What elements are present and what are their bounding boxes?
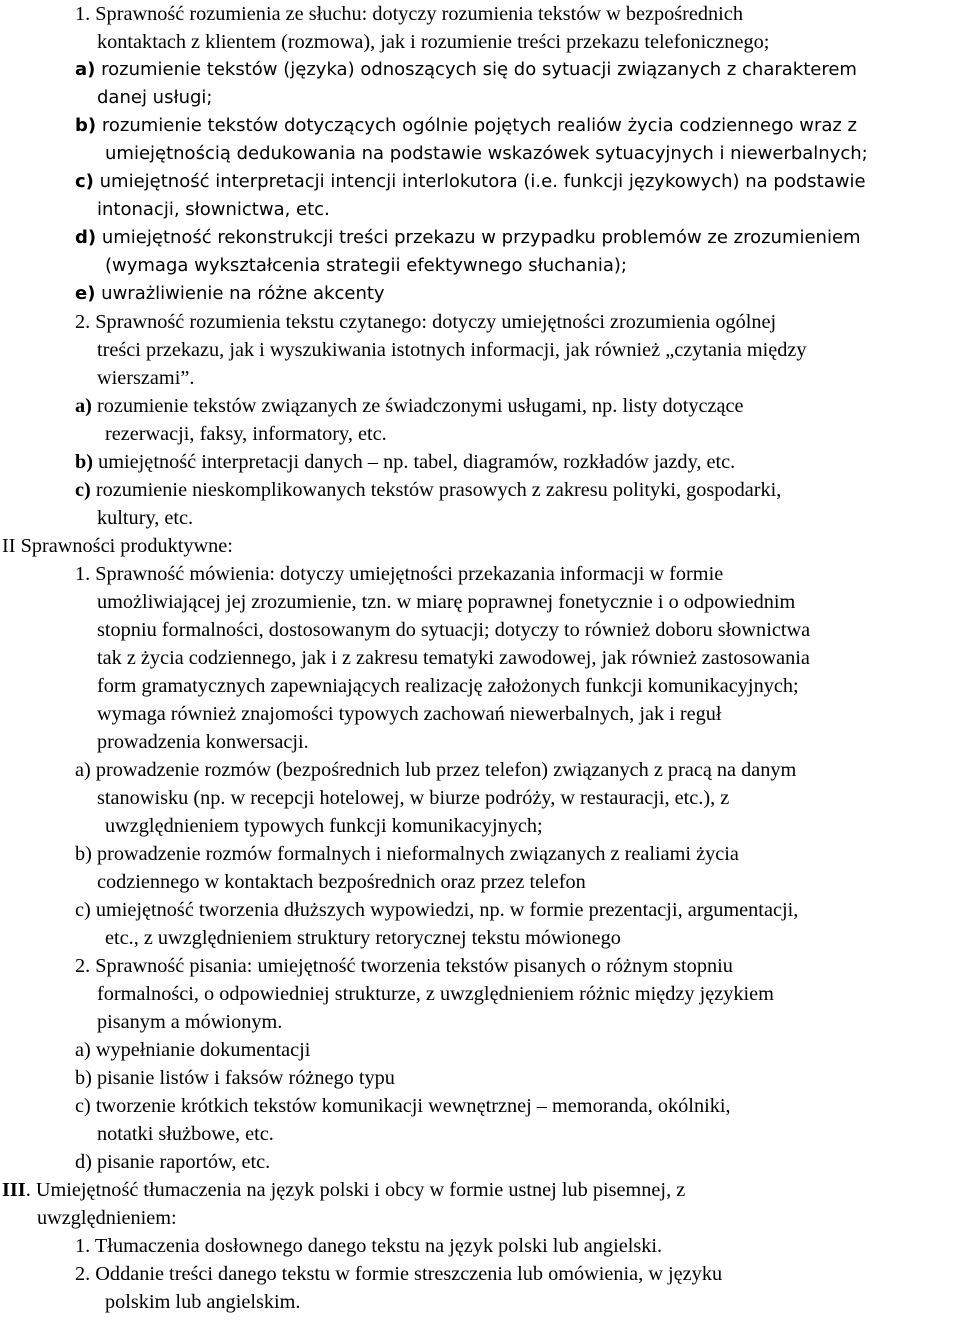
text-line: 1. Sprawność mówienia: dotyczy umiejętności przekazania informacji w formie bbox=[75, 563, 724, 585]
list-marker: c) bbox=[75, 171, 94, 192]
list-marker: e) bbox=[75, 283, 96, 304]
text-line bbox=[75, 112, 857, 140]
text-line: intonacji, słownictwa, etc. bbox=[97, 199, 330, 220]
text-line: kontaktach z klientem (rozmowa), jak i rozumienie treści przekazu telefonicznego; bbox=[97, 31, 770, 53]
list-item-text: rozumienie nieskomplikowanych tekstów prasowych z zakresu polityki, gospodarki, bbox=[95, 479, 782, 501]
text-line: stanowisku (np. w recepcji hotelowej, w biurze podróży, w restauracji, etc.), z bbox=[97, 787, 730, 809]
list-marker: c) bbox=[75, 479, 91, 501]
text-line bbox=[75, 280, 385, 308]
text-line: uwzględnieniem typowych funkcji komunikacyjnych; bbox=[105, 815, 543, 837]
text-line: kultury, etc. bbox=[97, 507, 194, 529]
list-item-text: umiejętność interpretacji intencji interlokutora (i.e. funkcji językowych) na podstawie bbox=[99, 171, 866, 192]
list-item-text: umiejętność rekonstrukcji treści przekazu w przypadku problemów ze zrozumieniem bbox=[101, 227, 861, 248]
text-line: 1. Sprawność rozumienia ze słuchu: dotyczy rozumienia tekstów w bezpośrednich bbox=[75, 3, 743, 25]
list-marker: b) bbox=[75, 115, 97, 136]
text-line: 2. Sprawność rozumienia tekstu czytanego: dotyczy umiejętności zrozumienia ogólnej bbox=[75, 311, 777, 333]
text-line: pisanym a mówionym. bbox=[97, 1011, 283, 1033]
text-line: uwzględnieniem: bbox=[37, 1207, 177, 1229]
text-line: 1. Tłumaczenia dosłownego danego tekstu na język polski lub angielski. bbox=[75, 1235, 663, 1257]
list-item-text: rozumienie tekstów dotyczących ogólnie pojętych realiów życia codziennego wraz z bbox=[101, 115, 857, 136]
text-line: b) pisanie listów i faksów różnego typu bbox=[75, 1067, 395, 1089]
list-marker: a) bbox=[75, 59, 96, 80]
text-line: polskim lub angielskim. bbox=[105, 1291, 301, 1313]
text-line: tak z życia codziennego, jak i z zakresu tematyki zawodowej, jak również zastosowania bbox=[97, 647, 810, 669]
section-heading: II Sprawności produktywne: bbox=[2, 535, 233, 557]
text-line: 2. Oddanie treści danego tekstu w formie streszczenia lub omówienia, w języku bbox=[75, 1263, 723, 1285]
text-line: umożliwiającej jej zrozumienie, tzn. w miarę poprawnej fonetycznie i o odpowiednim bbox=[97, 591, 796, 613]
list-marker: d) bbox=[75, 227, 97, 248]
text-line: a) prowadzenie rozmów (bezpośrednich lub przez telefon) związanych z pracą na danym bbox=[75, 759, 797, 781]
text-line bbox=[75, 56, 857, 84]
list-marker: a) bbox=[75, 395, 92, 417]
list-marker: b) bbox=[75, 451, 94, 473]
text-line: treści przekazu, jak i wyszukiwania istotnych informacji, jak również „czytania między bbox=[97, 339, 807, 361]
text-line: wierszami”. bbox=[97, 367, 195, 389]
text-line: (wymaga wykształcenia strategii efektywnego słuchania); bbox=[105, 255, 627, 276]
text-line: 2. Sprawność pisania: umiejętność tworzenia tekstów pisanych o różnym stopniu bbox=[75, 955, 733, 977]
text-line: codziennego w kontaktach bezpośrednich oraz przez telefon bbox=[97, 871, 586, 893]
text-line bbox=[75, 224, 861, 252]
list-item-text: umiejętność interpretacji danych – np. tabel, diagramów, rozkładów jazdy, etc. bbox=[98, 451, 736, 473]
text-line: a) wypełnianie dokumentacji bbox=[75, 1039, 311, 1061]
text-line: c) umiejętność tworzenia dłuższych wypowiedzi, np. w formie prezentacji, argumentacji, bbox=[75, 899, 799, 921]
text-line: rezerwacji, faksy, informatory, etc. bbox=[105, 423, 387, 445]
list-item-text: rozumienie tekstów (języka) odnoszących się do sytuacji związanych z charakterem bbox=[101, 59, 857, 80]
text-line: c) tworzenie krótkich tekstów komunikacji wewnętrznej – memoranda, okólniki, bbox=[75, 1095, 731, 1117]
text-line: d) pisanie raportów, etc. bbox=[75, 1151, 271, 1173]
text-line: formalności, o odpowiedniej strukturze, z uwzględnieniem różnic między językiem bbox=[97, 983, 774, 1005]
text-line bbox=[75, 168, 866, 196]
section-heading-text: . Umiejętność tłumaczenia na język polski i obcy w formie ustnej lub pisemnej, z bbox=[25, 1179, 686, 1201]
list-item-text: uwrażliwienie na różne akcenty bbox=[101, 283, 385, 304]
text-line: danej usługi; bbox=[97, 87, 213, 108]
text-line bbox=[75, 448, 735, 476]
text-line: umiejętnością dedukowania na podstawie wskazówek sytuacyjnych i niewerbalnych; bbox=[105, 143, 868, 164]
section-numeral: III bbox=[2, 1179, 26, 1201]
text-line: notatki służbowe, etc. bbox=[97, 1123, 274, 1145]
text-line: stopniu formalności, dostosowanym do sytuacji; dotyczy to również doboru słownictwa bbox=[97, 619, 811, 641]
text-line: prowadzenia konwersacji. bbox=[97, 731, 309, 753]
text-line: b) prowadzenie rozmów formalnych i nieformalnych związanych z realiami życia bbox=[75, 843, 739, 865]
text-line bbox=[75, 392, 744, 420]
text-line: etc., z uwzględnieniem struktury retorycznej tekstu mówionego bbox=[105, 927, 621, 949]
list-item-text: rozumienie tekstów związanych ze świadczonymi usługami, np. listy dotyczące bbox=[96, 395, 744, 417]
text-line: wymaga również znajomości typowych zachowań niewerbalnych, jak i reguł bbox=[97, 703, 722, 725]
text-line bbox=[75, 476, 781, 504]
text-line bbox=[2, 1176, 685, 1204]
text-line: form gramatycznych zapewniających realizację założonych funkcji komunikacyjnych; bbox=[97, 675, 799, 697]
